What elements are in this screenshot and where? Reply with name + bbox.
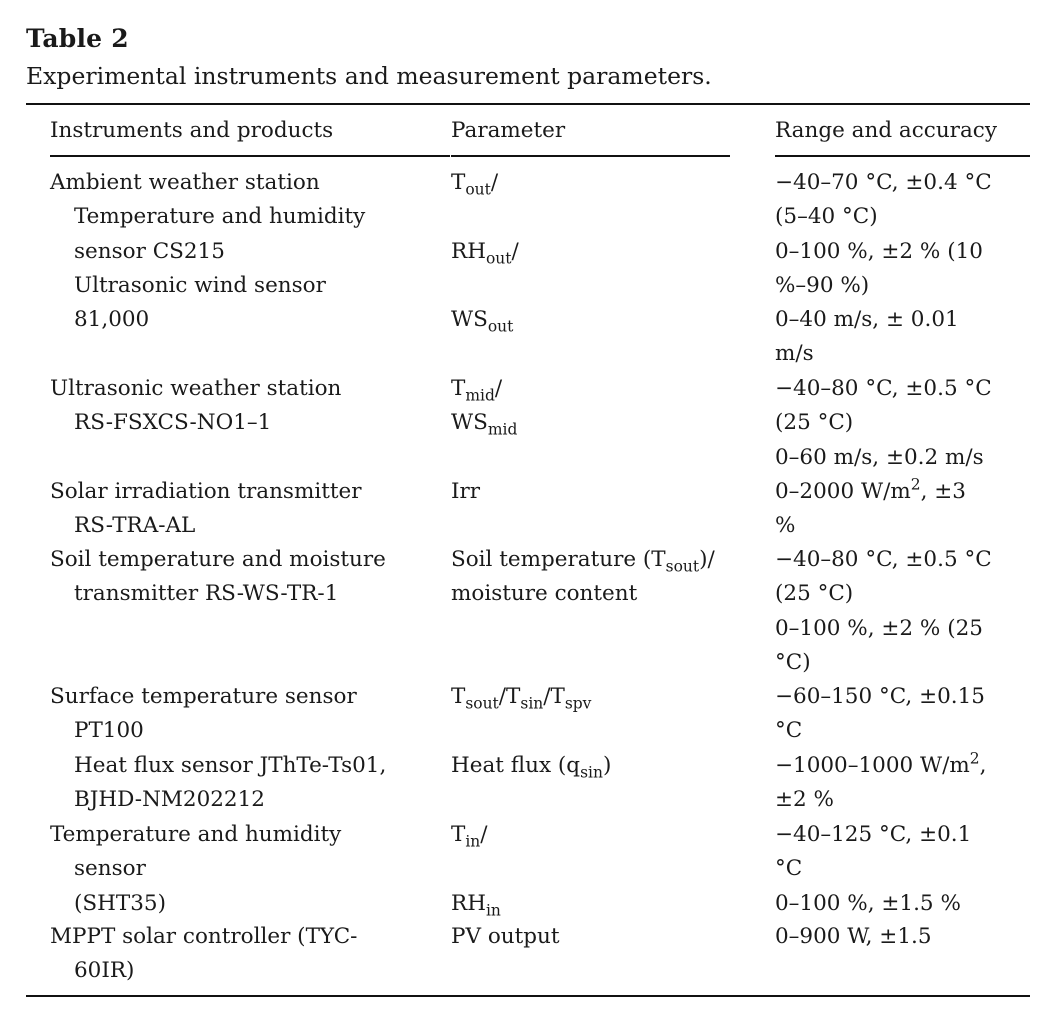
top-rule [26,103,1030,105]
table-cell-instrument: MPPT solar controller (TYC- 60IR) [50,924,358,984]
table-cell-parameter: $T_{out}/$ $RH_{out}/$ $WS_{out}$ [451,170,519,336]
table-title: Experimental instruments and measurement parameters. [26,62,712,90]
table-cell-instrument: Solar irradiation transmitter RS-TRA-AL [50,479,362,539]
table-cell-parameter: $T_{mid}/$ $WS_{mid}$ [451,376,518,439]
table-cell-parameter: $T_{in}/$ $RH_{in}$ [451,822,501,919]
table-cell-instrument: Ultrasonic weather station RS-FSXCS-NO1–1 [50,376,342,436]
column-header-parameter: Parameter [451,118,566,143]
bottom-rule [26,995,1030,997]
header-rule-instruments [50,155,450,157]
table-cell-range: 0–900 W, ±1.5 [775,924,932,949]
table-cell-instrument: Temperature and humidity sensor (SHT35) [50,822,342,916]
table-cell-parameter: Soil temperature $(T_{sout})/$ moisture content [451,547,715,607]
table-cell-instrument: Ambient weather station Temperature and humidity sensor CS215 Ultrasonic wind sensor 81,000 [50,170,366,333]
table-cell-range: −40–80 °C, ±0.5 °C (25 °C) 0–100 %, ±2 % (25 °C) [775,547,992,675]
table-cell-range: 0–2000 $W/m^2$, ±3 % [775,475,966,539]
table-label: Table 2 [26,24,129,53]
table-cell-parameter: PV output [451,924,560,949]
header-rule-parameter [451,155,730,157]
table-cell-instrument: Soil temperature and moisture transmitter RS-WS-TR-1 [50,547,386,607]
table-cell-range: −40–125 °C, ±0.1 °C 0–100 %, ±1.5 % [775,822,972,916]
table-cell-instrument: Surface temperature sensor PT100 Heat flux sensor JThTe-Ts01, BJHD-NM202212 [50,684,387,812]
table-cell-parameter: $T_{sout}/T_{sin}/T_{spv}$ Heat flux $(q_{sin})$ [451,684,612,781]
header-rule-range [775,155,1030,157]
table-cell-range: −40–70 °C, ±0.4 °C (5–40 °C) 0–100 %, ±2 % (10 %–90 %) 0–40 m/s, ± 0.01 m/s [775,170,992,367]
table-cell-range: −60–150 °C, ±0.15 °C −1000–1000 $W/m^2$, ±2 % [775,684,987,812]
column-header-range: Range and accuracy [775,118,997,143]
table-cell-range: −40–80 °C, ±0.5 °C (25 °C) 0–60 m/s, ±0.2 m/s [775,376,992,470]
table-cell-parameter: Irr [451,479,481,504]
column-header-instruments: Instruments and products [50,118,334,143]
